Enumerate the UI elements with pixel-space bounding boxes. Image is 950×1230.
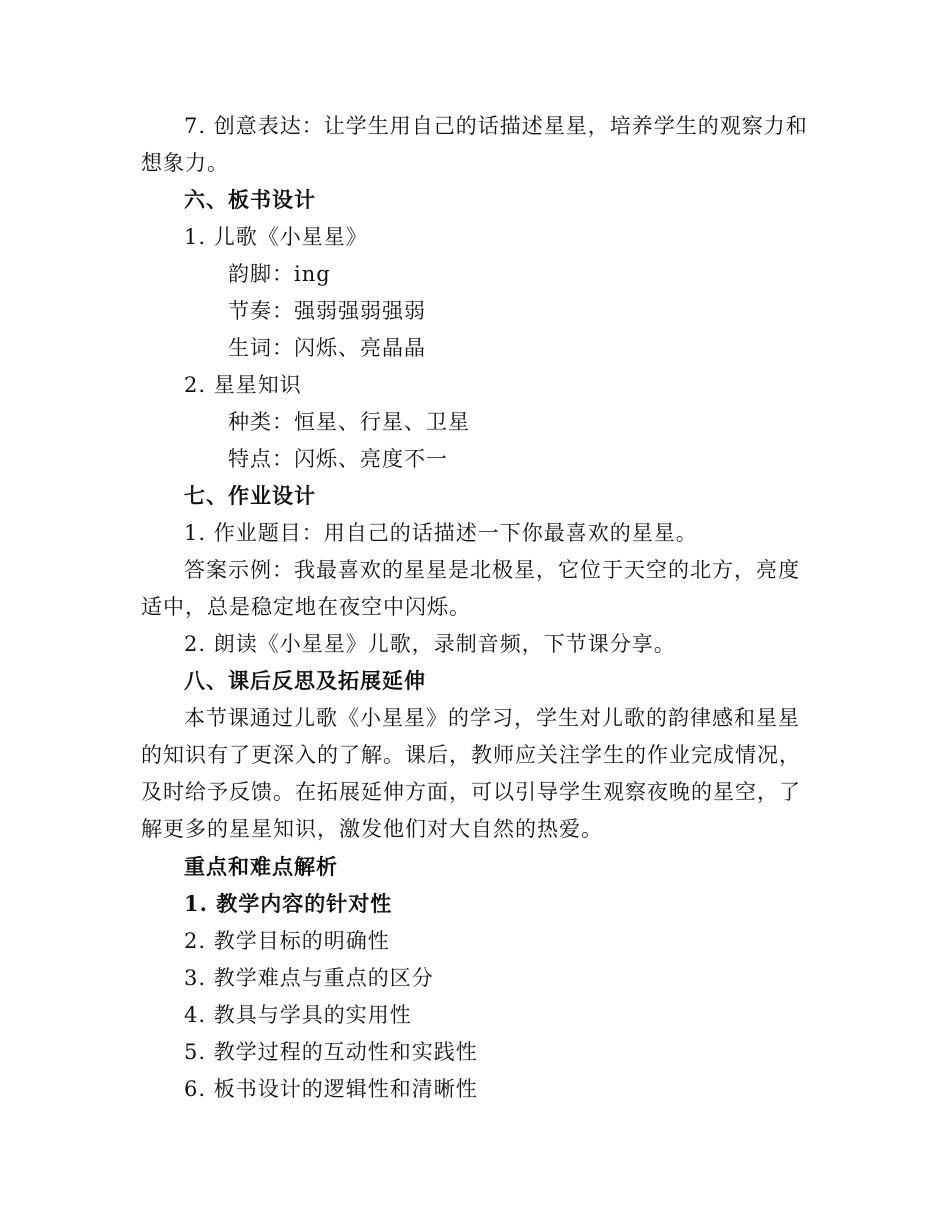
board-item-1: 1. 儿歌《小星星》 xyxy=(184,225,368,249)
key-point-5: 5. 教学过程的互动性和实践性 xyxy=(184,1040,478,1064)
homework-answer-line-1: 答案示例：我最喜欢的星星是北极星，它位于天空的北方，亮度 xyxy=(184,558,800,582)
board-item-1-words: 生词：闪烁、亮晶晶 xyxy=(228,336,426,360)
key-point-6: 6. 板书设计的逻辑性和清晰性 xyxy=(184,1077,478,1101)
paragraph-7-line-2: 想象力。 xyxy=(141,151,229,175)
key-point-4: 4. 教具与学具的实用性 xyxy=(184,1003,412,1027)
key-point-3: 3. 教学难点与重点的区分 xyxy=(184,966,434,990)
board-item-2-types: 种类：恒星、行星、卫星 xyxy=(228,410,470,434)
section-6-heading: 六、板书设计 xyxy=(184,187,316,212)
reflection-line-1: 本节课通过儿歌《小星星》的学习，学生对儿歌的韵律感和星星 xyxy=(184,706,800,730)
reflection-line-3: 及时给予反馈。在拓展延伸方面，可以引导学生观察夜晚的星空，了 xyxy=(141,780,801,804)
board-item-1-rhythm: 节奏：强弱强弱强弱 xyxy=(228,299,426,323)
key-point-2: 2. 教学目标的明确性 xyxy=(184,929,390,953)
key-points-heading: 重点和难点解析 xyxy=(184,854,338,879)
homework-answer-line-2: 适中，总是稳定地在夜空中闪烁。 xyxy=(141,595,471,619)
board-item-2: 2. 星星知识 xyxy=(184,373,302,397)
section-7-heading: 七、作业设计 xyxy=(184,483,316,508)
homework-item-2: 2. 朗读《小星星》儿歌，录制音频，下节课分享。 xyxy=(184,632,676,656)
section-8-heading: 八、课后反思及拓展延伸 xyxy=(184,668,426,693)
reflection-line-2: 的知识有了更深入的了解。课后，教师应关注学生的作业完成情况， xyxy=(141,743,801,767)
key-point-1: 1. 教学内容的针对性 xyxy=(184,891,393,916)
homework-item-1: 1. 作业题目：用自己的话描述一下你最喜欢的星星。 xyxy=(184,521,698,545)
paragraph-7-line-1: 7. 创意表达：让学生用自己的话描述星星，培养学生的观察力和 xyxy=(184,114,808,138)
board-item-2-traits: 特点：闪烁、亮度不一 xyxy=(228,447,448,471)
board-item-1-rhyme: 韵脚：ing xyxy=(228,262,331,286)
reflection-line-4: 解更多的星星知识，激发他们对大自然的热爱。 xyxy=(141,817,603,841)
